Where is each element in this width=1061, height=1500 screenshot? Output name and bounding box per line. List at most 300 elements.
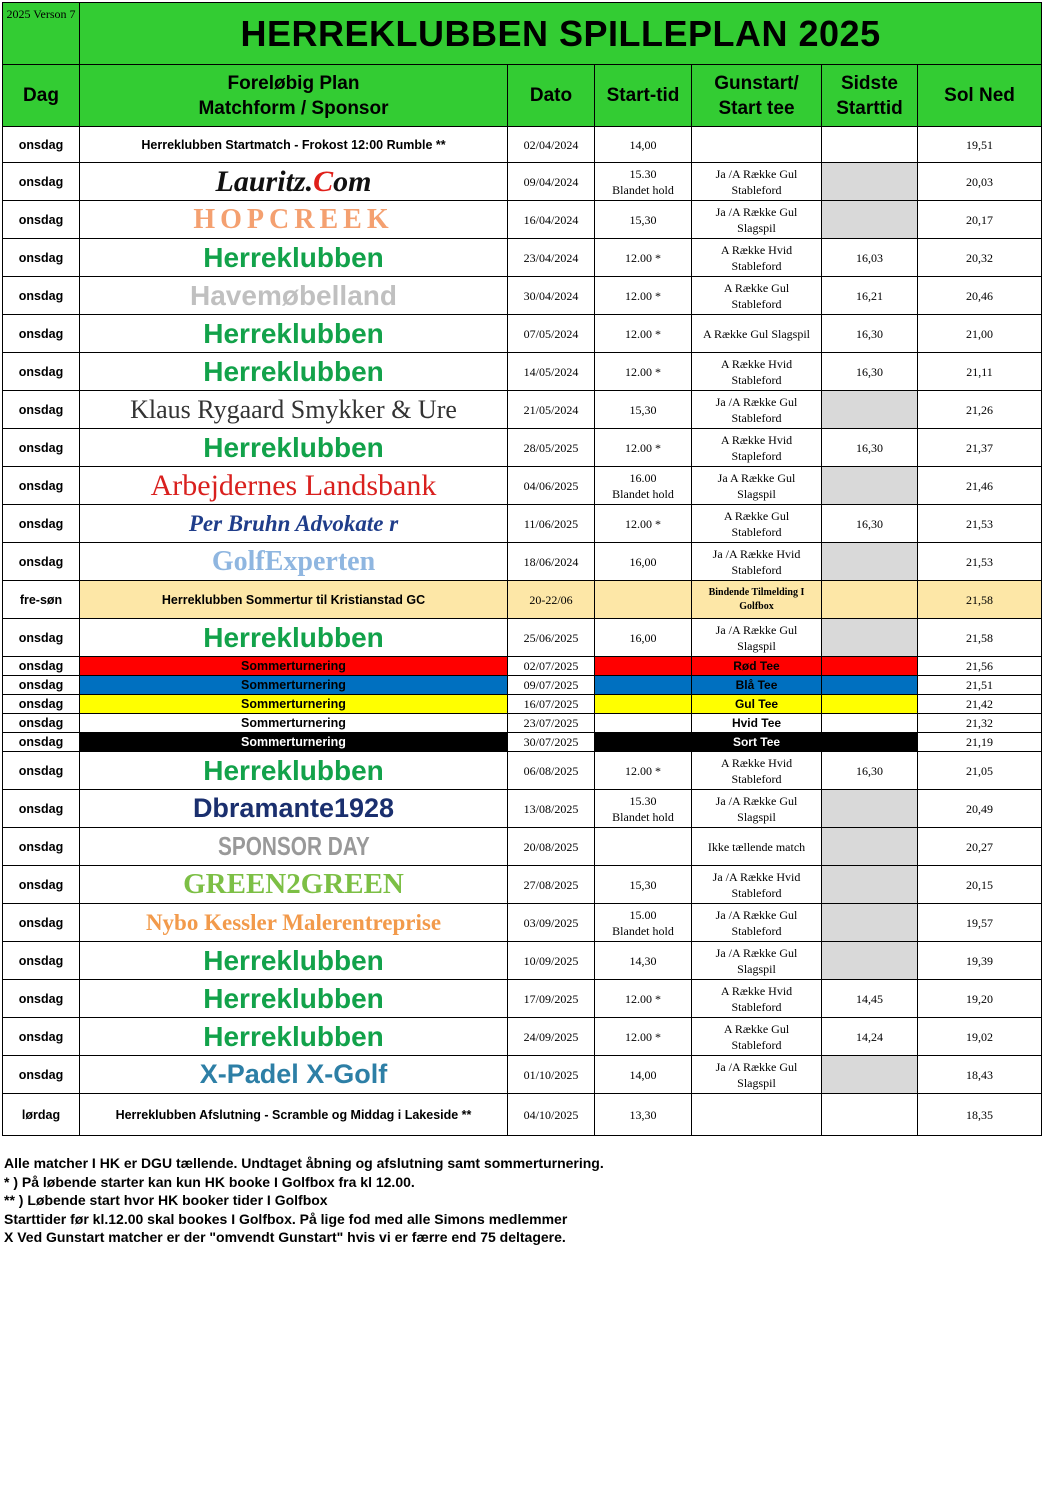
schedule-row — [3, 429, 1042, 467]
date-cell: 04/06/2025 — [508, 467, 595, 505]
tee-line2: Stableford — [731, 258, 782, 273]
schedule-table — [2, 2, 1042, 1136]
tee-line2: Stableford — [731, 923, 782, 938]
event-cell — [80, 505, 508, 543]
sponsor-name: GREEN2GREEN — [183, 868, 404, 900]
tee-line1: Ikke tællende match — [707, 839, 806, 854]
date-cell: 04/10/2025 — [508, 1094, 595, 1136]
note-line: Starttider før kl.12.00 skal bookes I Golfbox. På lige fod med alle Simons medlemmer — [4, 1210, 568, 1227]
tee-line1: Rød Tee — [733, 659, 780, 673]
tee-line1: Ja /A Række Gul — [715, 907, 798, 922]
start-time: 12.00 * — [625, 326, 661, 341]
start-note: Blandet hold — [612, 182, 674, 197]
schedule-row — [3, 201, 1042, 239]
tee-cell — [692, 695, 822, 714]
sunset-cell: 19,02 — [918, 1018, 1042, 1056]
day-cell: lørdag — [3, 1094, 80, 1136]
sponsor-name: Herreklubben — [203, 944, 384, 976]
sunset-cell: 21,51 — [918, 676, 1042, 695]
event-cell — [80, 201, 508, 239]
date-cell: 30/07/2025 — [508, 733, 595, 752]
day-cell: onsdag — [3, 657, 80, 676]
last-start-cell — [822, 163, 918, 201]
tee-line1: A Række Hvid — [720, 432, 793, 447]
start-time: 14,00 — [629, 137, 657, 152]
tee-line1: Hvid Tee — [731, 716, 782, 730]
schedule-row — [3, 980, 1042, 1018]
day-cell: onsdag — [3, 315, 80, 353]
date-cell: 17/09/2025 — [508, 980, 595, 1018]
schedule-row — [3, 733, 1042, 752]
col-last-line1: Sidste — [840, 72, 899, 94]
start-time: 12.00 * — [625, 440, 661, 455]
last-start-cell: 14,24 — [822, 1018, 918, 1056]
event-cell: Herreklubben Afslutning - Scramble og Middag i Lakeside ** — [80, 1094, 508, 1136]
tee-cell — [692, 277, 822, 315]
tee-line1: Ja /A Række Gul — [715, 945, 798, 960]
tee-line1: Ja /A Række Gul — [715, 622, 798, 637]
day-cell: fre-søn — [3, 581, 80, 619]
last-start-cell — [822, 657, 918, 676]
col-last-line2: Starttid — [836, 97, 903, 119]
date-cell: 06/08/2025 — [508, 752, 595, 790]
tee-line1: Ja /A Række Gul — [715, 166, 798, 181]
start-time: 13,30 — [629, 1107, 657, 1122]
day-cell: onsdag — [3, 752, 80, 790]
schedule-row — [3, 581, 1042, 619]
last-start-cell — [822, 467, 918, 505]
sunset-cell: 19,51 — [918, 127, 1042, 163]
event-cell: Sommerturnering — [80, 695, 508, 714]
tee-cell — [692, 676, 822, 695]
sponsor-name: Arbejdernes Landsbank — [150, 468, 437, 502]
tee-line1: Gul Tee — [734, 697, 779, 711]
event-cell — [80, 239, 508, 277]
day-cell: onsdag — [3, 353, 80, 391]
tee-line1: Ja A Række Gul — [717, 470, 796, 485]
last-start-cell — [822, 127, 918, 163]
day-cell: onsdag — [3, 904, 80, 942]
sponsor-name: Herreklubben — [203, 317, 384, 349]
start-cell — [595, 619, 692, 657]
start-cell — [595, 733, 692, 752]
start-cell — [595, 429, 692, 467]
tee-line2: Slagspil — [737, 961, 776, 976]
day-cell: onsdag — [3, 619, 80, 657]
sunset-cell: 21,26 — [918, 391, 1042, 429]
day-cell: onsdag — [3, 790, 80, 828]
event-cell: Herreklubben Startmatch - Frokost 12:00 Rumble ** — [80, 127, 508, 163]
tee-line2: Slagspil — [737, 1075, 776, 1090]
tee-cell — [692, 127, 822, 163]
start-time: 15,30 — [629, 212, 657, 227]
sunset-cell: 18,35 — [918, 1094, 1042, 1136]
start-cell — [595, 1094, 692, 1136]
date-cell: 14/05/2024 — [508, 353, 595, 391]
schedule-row — [3, 277, 1042, 315]
tee-line1: Ja /A Række Hvid — [712, 869, 801, 884]
page-title: HERREKLUBBEN SPILLEPLAN 2025 — [80, 3, 1042, 65]
sunset-cell: 21,05 — [918, 752, 1042, 790]
date-cell: 10/09/2025 — [508, 942, 595, 980]
note-line: X Ved Gunstart matcher er der "omvendt Gunstart" hvis vi er færre end 75 deltagere. — [4, 1229, 566, 1246]
event-cell — [80, 277, 508, 315]
start-cell — [595, 201, 692, 239]
sunset-cell: 21,46 — [918, 467, 1042, 505]
event-cell: Herreklubben Sommertur til Kristianstad GC — [80, 581, 508, 619]
start-cell — [595, 942, 692, 980]
sunset-cell: 21,58 — [918, 581, 1042, 619]
tee-line2: Stableford — [731, 372, 782, 387]
sponsor-name: Havemøbelland — [190, 279, 397, 311]
start-time: 12.00 * — [625, 763, 661, 778]
start-time: 16,00 — [629, 630, 657, 645]
schedule-row — [3, 1018, 1042, 1056]
day-cell: onsdag — [3, 467, 80, 505]
schedule-row — [3, 353, 1042, 391]
tee-line1: Ja /A Række Gul — [715, 1059, 798, 1074]
sponsor-name: Herreklubben — [203, 355, 384, 387]
schedule-row — [3, 828, 1042, 866]
start-note: Blandet hold — [612, 923, 674, 938]
tee-line2: Golfbox — [739, 600, 774, 612]
tee-line1: Sort Tee — [732, 735, 781, 749]
start-cell — [595, 391, 692, 429]
event-cell: Sommerturnering — [80, 676, 508, 695]
tee-cell — [692, 980, 822, 1018]
last-start-cell — [822, 1056, 918, 1094]
date-cell: 20-22/06 — [508, 581, 595, 619]
day-cell: onsdag — [3, 277, 80, 315]
sponsor-name: Herreklubben — [203, 982, 384, 1014]
last-start-cell — [822, 904, 918, 942]
date-cell: 11/06/2025 — [508, 505, 595, 543]
tee-cell — [692, 543, 822, 581]
sunset-cell: 19,20 — [918, 980, 1042, 1018]
tee-line2: Stableford — [731, 410, 782, 425]
start-cell — [595, 828, 692, 866]
start-cell — [595, 505, 692, 543]
last-start-cell: 16,30 — [822, 752, 918, 790]
last-start-cell: 16,30 — [822, 315, 918, 353]
schedule-row — [3, 942, 1042, 980]
start-time: 15,30 — [629, 402, 657, 417]
tee-line1: Bindende Tilmelding I — [708, 586, 805, 598]
event-cell — [80, 429, 508, 467]
col-plan-line1: Foreløbig Plan — [227, 72, 360, 94]
last-start-cell — [822, 619, 918, 657]
last-start-cell: 16,30 — [822, 429, 918, 467]
date-cell: 24/09/2025 — [508, 1018, 595, 1056]
start-time: 12.00 * — [625, 364, 661, 379]
start-cell — [595, 714, 692, 733]
last-start-cell — [822, 790, 918, 828]
date-cell: 20/08/2025 — [508, 828, 595, 866]
tee-line2: Stableford — [731, 1037, 782, 1052]
last-start-cell: 16,30 — [822, 505, 918, 543]
start-cell — [595, 1018, 692, 1056]
tee-line1: Ja /A Række Gul — [715, 394, 798, 409]
sponsor-name: Klaus Rygaard Smykker & Ure — [130, 394, 457, 424]
tee-cell — [692, 1056, 822, 1094]
version-label: 2025 Verson 7 — [3, 3, 80, 65]
schedule-row — [3, 391, 1042, 429]
sunset-cell: 21,58 — [918, 619, 1042, 657]
start-cell — [595, 127, 692, 163]
tee-cell — [692, 942, 822, 980]
event-cell — [80, 315, 508, 353]
last-start-cell: 16,03 — [822, 239, 918, 277]
sponsor-name: Herreklubben — [203, 1020, 384, 1052]
tee-cell — [692, 353, 822, 391]
tee-line2: Stapleford — [731, 448, 782, 463]
day-cell: onsdag — [3, 163, 80, 201]
day-cell: onsdag — [3, 1018, 80, 1056]
start-note: Blandet hold — [612, 486, 674, 501]
tee-line2: Slagspil — [737, 638, 776, 653]
event-cell — [80, 1018, 508, 1056]
last-start-cell — [822, 695, 918, 714]
tee-line2: Stableford — [731, 296, 782, 311]
event-cell — [80, 1056, 508, 1094]
sunset-cell: 20,17 — [918, 201, 1042, 239]
tee-line2: Stableford — [731, 562, 782, 577]
col-plan-line2: Matchform / Sponsor — [198, 97, 389, 119]
tee-line2: Slagspil — [737, 220, 776, 235]
last-start-cell — [822, 828, 918, 866]
tee-cell — [692, 163, 822, 201]
tee-cell — [692, 239, 822, 277]
day-cell: onsdag — [3, 429, 80, 467]
tee-cell — [692, 733, 822, 752]
start-cell — [595, 676, 692, 695]
last-start-cell — [822, 391, 918, 429]
sponsor-name: X-Padel X-Golf — [199, 1059, 388, 1089]
start-cell — [595, 980, 692, 1018]
schedule-row — [3, 676, 1042, 695]
event-cell — [80, 980, 508, 1018]
tee-line1: A Række Hvid — [720, 356, 793, 371]
event-cell — [80, 619, 508, 657]
day-cell: onsdag — [3, 201, 80, 239]
tee-line1: A Række Gul — [723, 1021, 790, 1036]
day-cell: onsdag — [3, 828, 80, 866]
sunset-cell: 21,53 — [918, 543, 1042, 581]
schedule-row — [3, 657, 1042, 676]
date-cell: 23/07/2025 — [508, 714, 595, 733]
tee-cell — [692, 866, 822, 904]
col-plan — [80, 65, 508, 127]
tee-line1: A Række Hvid — [720, 983, 793, 998]
sponsor-name: Per Bruhn Advokate r — [188, 510, 399, 536]
sponsor-name: Nybo Kessler Malerentreprise — [145, 909, 442, 935]
sponsor-name: Dbramante1928 — [192, 793, 395, 823]
start-cell — [595, 239, 692, 277]
date-cell: 21/05/2024 — [508, 391, 595, 429]
event-cell — [80, 942, 508, 980]
start-cell — [595, 543, 692, 581]
tee-line1: Ja /A Række Gul — [715, 204, 798, 219]
sponsor-name: Herreklubben — [203, 754, 384, 786]
start-cell — [595, 695, 692, 714]
date-cell: 02/07/2025 — [508, 657, 595, 676]
start-time: 16,00 — [629, 554, 657, 569]
schedule-row — [3, 695, 1042, 714]
day-cell: onsdag — [3, 127, 80, 163]
tee-line1: A Række Gul — [723, 508, 790, 523]
last-start-cell — [822, 714, 918, 733]
sponsor-name: Lauritz.Com — [215, 164, 372, 198]
tee-cell — [692, 619, 822, 657]
event-cell — [80, 467, 508, 505]
start-time: 12.00 * — [625, 250, 661, 265]
tee-cell — [692, 201, 822, 239]
col-gunstart — [692, 65, 822, 127]
tee-cell — [692, 714, 822, 733]
schedule-row — [3, 904, 1042, 942]
tee-line1: Ja /A Række Hvid — [712, 546, 801, 561]
event-cell — [80, 752, 508, 790]
date-cell: 30/04/2024 — [508, 277, 595, 315]
day-cell: onsdag — [3, 239, 80, 277]
event-cell — [80, 828, 508, 866]
day-cell: onsdag — [3, 714, 80, 733]
col-day: Dag — [3, 65, 80, 127]
sponsor-name: HOPCREEK — [193, 203, 394, 235]
sunset-cell: 20,46 — [918, 277, 1042, 315]
event-cell: Sommerturnering — [80, 714, 508, 733]
last-start-cell — [822, 581, 918, 619]
start-time: 15.30 — [629, 793, 657, 808]
date-cell: 09/04/2024 — [508, 163, 595, 201]
schedule-row — [3, 866, 1042, 904]
tee-cell — [692, 391, 822, 429]
schedule-row — [3, 790, 1042, 828]
day-cell: onsdag — [3, 980, 80, 1018]
title-row — [3, 3, 1042, 65]
start-cell — [595, 657, 692, 676]
sponsor-name: Herreklubben — [203, 431, 384, 463]
schedule-row — [3, 619, 1042, 657]
event-cell — [80, 543, 508, 581]
note-line: Alle matcher I HK er DGU tællende. Undtaget åbning og afslutning samt sommerturnering. — [4, 1155, 604, 1171]
start-time: 16.00 — [629, 470, 657, 485]
sunset-cell: 20,27 — [918, 828, 1042, 866]
start-cell — [595, 866, 692, 904]
start-cell — [595, 790, 692, 828]
sunset-cell: 21,00 — [918, 315, 1042, 353]
date-cell: 16/07/2025 — [508, 695, 595, 714]
schedule-row — [3, 752, 1042, 790]
start-cell — [595, 904, 692, 942]
tee-cell — [692, 505, 822, 543]
tee-line1: Blå Tee — [735, 678, 778, 692]
start-time: 14,00 — [629, 1067, 657, 1082]
last-start-cell — [822, 1094, 918, 1136]
sunset-cell: 20,49 — [918, 790, 1042, 828]
start-time: 12.00 * — [625, 991, 661, 1006]
last-start-cell — [822, 676, 918, 695]
schedule-row — [3, 239, 1042, 277]
date-cell: 02/04/2024 — [508, 127, 595, 163]
col-gun-line2: Start tee — [718, 97, 795, 119]
last-start-cell — [822, 866, 918, 904]
start-cell — [595, 581, 692, 619]
tee-cell — [692, 315, 822, 353]
start-cell — [595, 315, 692, 353]
tee-cell — [692, 657, 822, 676]
day-cell: onsdag — [3, 695, 80, 714]
date-cell: 16/04/2024 — [508, 201, 595, 239]
col-gun-line1: Gunstart/ — [714, 72, 799, 94]
date-cell: 13/08/2025 — [508, 790, 595, 828]
start-time: 15.30 — [629, 166, 657, 181]
date-cell: 27/08/2025 — [508, 866, 595, 904]
start-cell — [595, 1056, 692, 1094]
last-start-cell: 16,21 — [822, 277, 918, 315]
sunset-cell: 19,57 — [918, 904, 1042, 942]
tee-line2: Slagspil — [737, 486, 776, 501]
start-time: 14,30 — [629, 953, 657, 968]
date-cell: 01/10/2025 — [508, 1056, 595, 1094]
last-start-cell — [822, 201, 918, 239]
tee-cell — [692, 1094, 822, 1136]
day-cell: onsdag — [3, 942, 80, 980]
col-sunset: Sol Ned — [918, 65, 1042, 127]
tee-line1: A Række Hvid — [720, 242, 793, 257]
schedule-row — [3, 505, 1042, 543]
sunset-cell: 21,53 — [918, 505, 1042, 543]
day-cell: onsdag — [3, 543, 80, 581]
schedule-row — [3, 714, 1042, 733]
start-cell — [595, 752, 692, 790]
event-cell — [80, 866, 508, 904]
start-time: 12.00 * — [625, 516, 661, 531]
schedule-row — [3, 543, 1042, 581]
last-start-cell — [822, 543, 918, 581]
day-cell: onsdag — [3, 733, 80, 752]
schedule-row — [3, 163, 1042, 201]
schedule-row — [3, 467, 1042, 505]
sunset-cell: 21,37 — [918, 429, 1042, 467]
date-cell: 09/07/2025 — [508, 676, 595, 695]
start-cell — [595, 277, 692, 315]
sponsor-name: Herreklubben — [203, 621, 384, 653]
tee-cell — [692, 828, 822, 866]
sunset-cell: 19,39 — [918, 942, 1042, 980]
start-note: Blandet hold — [612, 809, 674, 824]
sunset-cell: 20,03 — [918, 163, 1042, 201]
date-cell: 25/06/2025 — [508, 619, 595, 657]
last-start-cell: 16,30 — [822, 353, 918, 391]
tee-line2: Stableford — [731, 771, 782, 786]
start-time: 15.00 — [629, 907, 657, 922]
tee-line2: Stableford — [731, 524, 782, 539]
note-line: * ) På løbende starter kan kun HK booke I Golfbox fra kl 12.00. — [4, 1173, 415, 1190]
sunset-cell: 21,56 — [918, 657, 1042, 676]
date-cell: 28/05/2025 — [508, 429, 595, 467]
tee-line1: Ja /A Række Gul — [715, 793, 798, 808]
tee-line2: Stableford — [731, 999, 782, 1014]
event-cell: Sommerturnering — [80, 657, 508, 676]
sunset-cell: 20,32 — [918, 239, 1042, 277]
start-cell — [595, 467, 692, 505]
start-cell — [595, 353, 692, 391]
day-cell: onsdag — [3, 391, 80, 429]
date-cell: 23/04/2024 — [508, 239, 595, 277]
last-start-cell — [822, 942, 918, 980]
tee-cell — [692, 467, 822, 505]
